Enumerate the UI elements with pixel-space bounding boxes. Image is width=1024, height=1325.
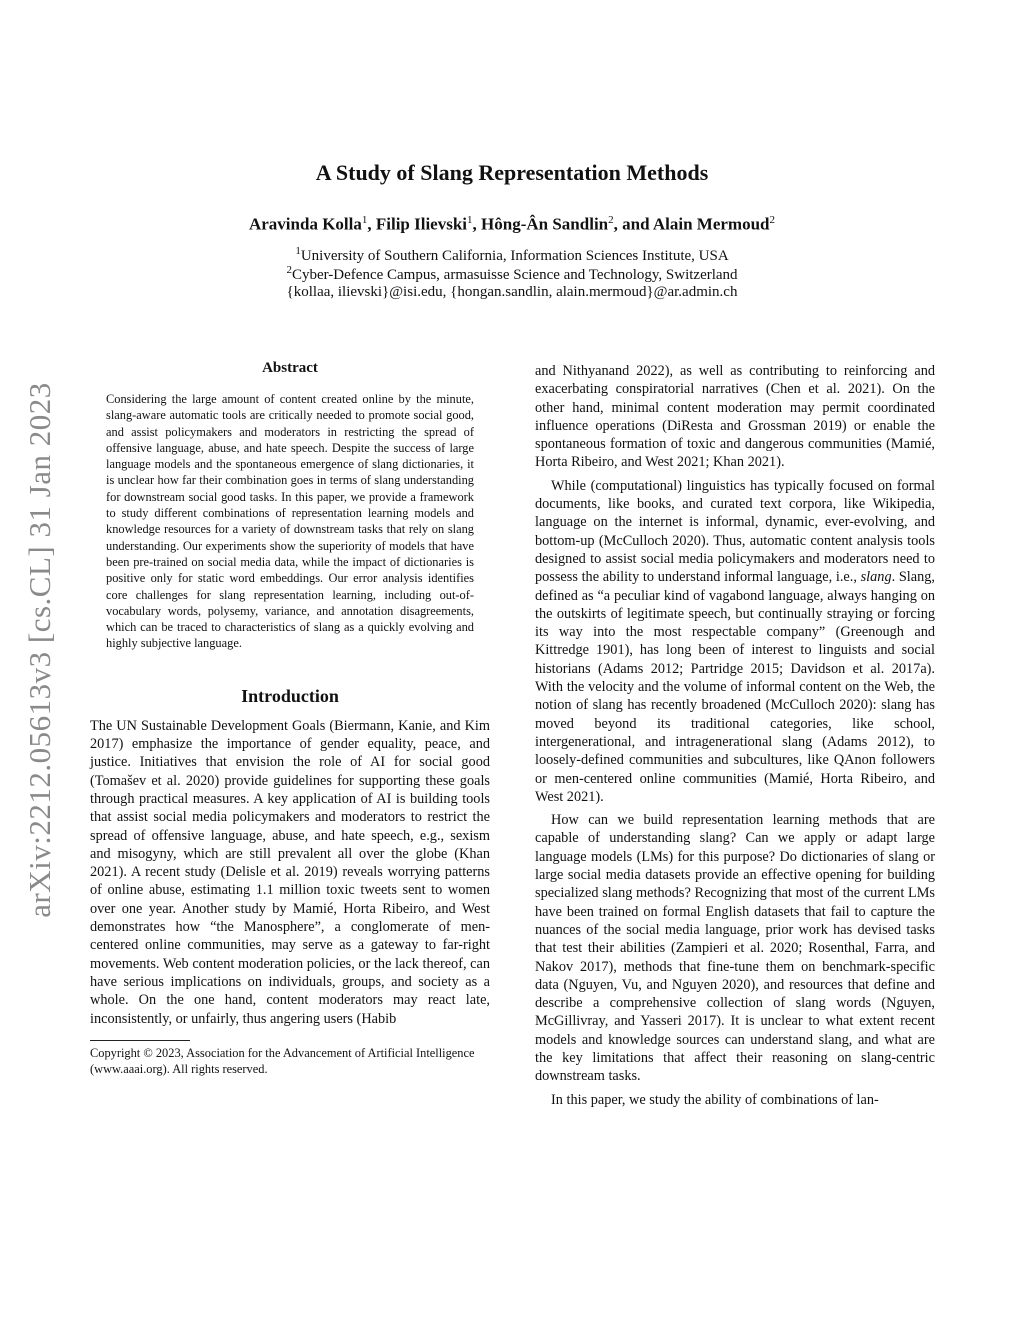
author-name: Hông-Ân Sandlin — [481, 214, 609, 234]
email-text: {kollaa, ilievski}@isi.edu, {hongan.sandlin, alain.mermoud}@ar.admin.ch — [286, 284, 738, 300]
left-column — [90, 360, 490, 1077]
copyright-footnote: Copyright © 2023, Association for the Advancement of Artificial Intelligence (www.aaai.org). All rights reserved. — [90, 1045, 475, 1076]
affiliation-line — [0, 264, 1024, 284]
affiliation-text: University of Southern California, Information Sciences Institute, USA — [300, 248, 729, 264]
body-paragraph: In this paper, we study the ability of combinations of lan- — [551, 1091, 879, 1108]
author-separator: , — [367, 214, 376, 234]
affiliation-text: Cyber-Defence Campus, armasuisse Science and Technology, Switzerland — [291, 267, 738, 283]
affiliation-mark: 1 — [295, 245, 301, 257]
abstract-text: Considering the large amount of content created online by the minute, slang-aware automatic tools are critically needed to promote social good, and assist policymakers and moderators in restricting the spread of offensive language, abuse, and hate speech. Despite the success of large language models and the spontaneous emergence of slang dictionaries, it is unclear how far their combination goes in terms of slang understanding for downstream social good tasks. In this paper, we provide a framework to study different combinations of representation learning models and knowledge resources for a variety of downstream tasks that rely on slang understanding. Our experiments show the superiority of models that have been pre-trained on social media data, while the impact of dictionaries is positive only for static word embeddings. Our error analysis identifies core challenges for slang representation learning, including out-of-vocabulary words, polysemy, variance, and annotation disagreements, which can be traced to characteristics of slang as a quickly evolving and highly subjective language. — [106, 392, 474, 651]
body-paragraph: and Nithyanand 2022), as well as contributing to reinforcing and exacerbating conspiratorial narratives (Chen et al. 2021). On the other hand, minimal content moderation may permit coordinated influence operations (DiResta and Grossman 2019) or enable the spontaneous formation of toxic and dangerous communities (Mamié, Horta Ribeiro, and West 2021; Khan 2021). — [535, 363, 935, 471]
author-list — [0, 214, 1024, 235]
author-separator: , — [472, 214, 482, 234]
body-paragraph — [535, 477, 935, 806]
author-affiliation-mark: 2 — [608, 214, 614, 226]
introduction-paragraph: The UN Sustainable Development Goals (Biermann, Kanie, and Kim 2017) emphasize the importance of gender equality, peace, and justice. Initiatives that envision the role of AI for social good (Tomašev et al. 2020) provide guidelines for supporting these goals through practical measures. A key application of AI is building tools that assist social media policymakers and moderators to restrict the spread of offensive language, abuse, and hate speech, e.g., sexism and misogyny, which are still prevalent all over the globe (Khan 2021). A recent study (Delisle et al. 2019) reveals worrying patterns of online abuse, estimating 1.1 million toxic tweets sent to women over one year. Another study by Mamié, Horta Ribeiro, and West demonstrates how “the Manosphere”, a conglomerate of men-centered online communities, may serve as a gateway to far-right movements. Web content moderation policies, or the lack thereof, can have serious implications on individuals, groups, and society as a whole. On the one hand, content moderators may react late, inconsistently, or unfairly, thus angering users (Habib — [90, 717, 490, 1027]
author-separator: , and — [613, 214, 653, 234]
affiliation-line — [0, 245, 1024, 265]
arxiv-stamp-text: arXiv:2212.05613v3 [cs.CL] 31 Jan 2023 — [22, 382, 57, 918]
author-affiliation-mark: 2 — [769, 214, 775, 226]
author-name: Filip Ilievski — [375, 214, 468, 234]
affiliation-mark: 2 — [286, 264, 292, 276]
author-name: Aravinda Kolla — [248, 214, 362, 234]
right-column — [535, 362, 935, 1109]
author-name: Alain Mermoud — [652, 214, 770, 234]
emphasized-term: slang — [860, 569, 892, 586]
abstract-heading: Abstract — [262, 360, 318, 376]
footnote-rule — [90, 1040, 190, 1041]
introduction-heading: Introduction — [241, 685, 339, 706]
paper-title: A Study of Slang Representation Methods — [315, 160, 709, 185]
paragraph-text: . Slang, defined as “a peculiar kind of vagabond language, always hanging on the outskirts of legitimate speech, but continually straying or forcing its way into the most respectable company” (Greenough and Kittredge 1901), has long been of interest to linguists and social historians (Adams 2012; Partridge 2015; Davidson et al. 2017a). With the velocity and the volume of informal content on the Web, the notion of slang has recently broadened (McCulloch 2020): slang has moved beyond its traditional categories, like school, intergenerational, and intragenerational slang (Adams 2012), to loosely-defined communities and subcultures, like QAnon followers or men-centered online communities (Mamié, Horta Ribeiro, and West 2021). — [535, 569, 935, 805]
paragraph-text: While (computational) linguistics has typically focused on formal documents, like books, and curated text corpora, like Wikipedia, language on the internet is informal, dynamic, ever-evolving, and bottom-up (McCulloch 2020). Thus, automatic content analysis tools designed to assist social media policymakers and moderators need to possess the ability to understand informal language, i.e., — [535, 477, 935, 586]
author-affiliation-mark: 1 — [467, 214, 473, 226]
author-emails — [0, 284, 1024, 301]
author-affiliation-mark: 1 — [361, 214, 368, 226]
body-paragraph: How can we build representation learning methods that are capable of understanding slang? Can we apply or adapt large language models (LMs) for this purpose? Do dictionaries of slang or large social media datasets provide an effective opening for building specialized slang methods? Recognizing that most of the current LMs have been trained on formal English datasets that fail to capture the nuances of the social media language, prior work has devised tasks that test their abilities (Zampieri et al. 2020; Rosenthal, Farra, and Nakov 2017), methods that fine-tune them on benchmark-specific data (Nguyen, Vu, and Nguyen 2020), and resources that define and describe a comprehensive collection of slang words (Nguyen, McGillivray, and Yasseri 2017). It is unclear to what extent recent models and knowledge sources can understand slang, and what are the key limitations that affect their reasoning on slang-centric downstream tasks. — [535, 812, 935, 1085]
